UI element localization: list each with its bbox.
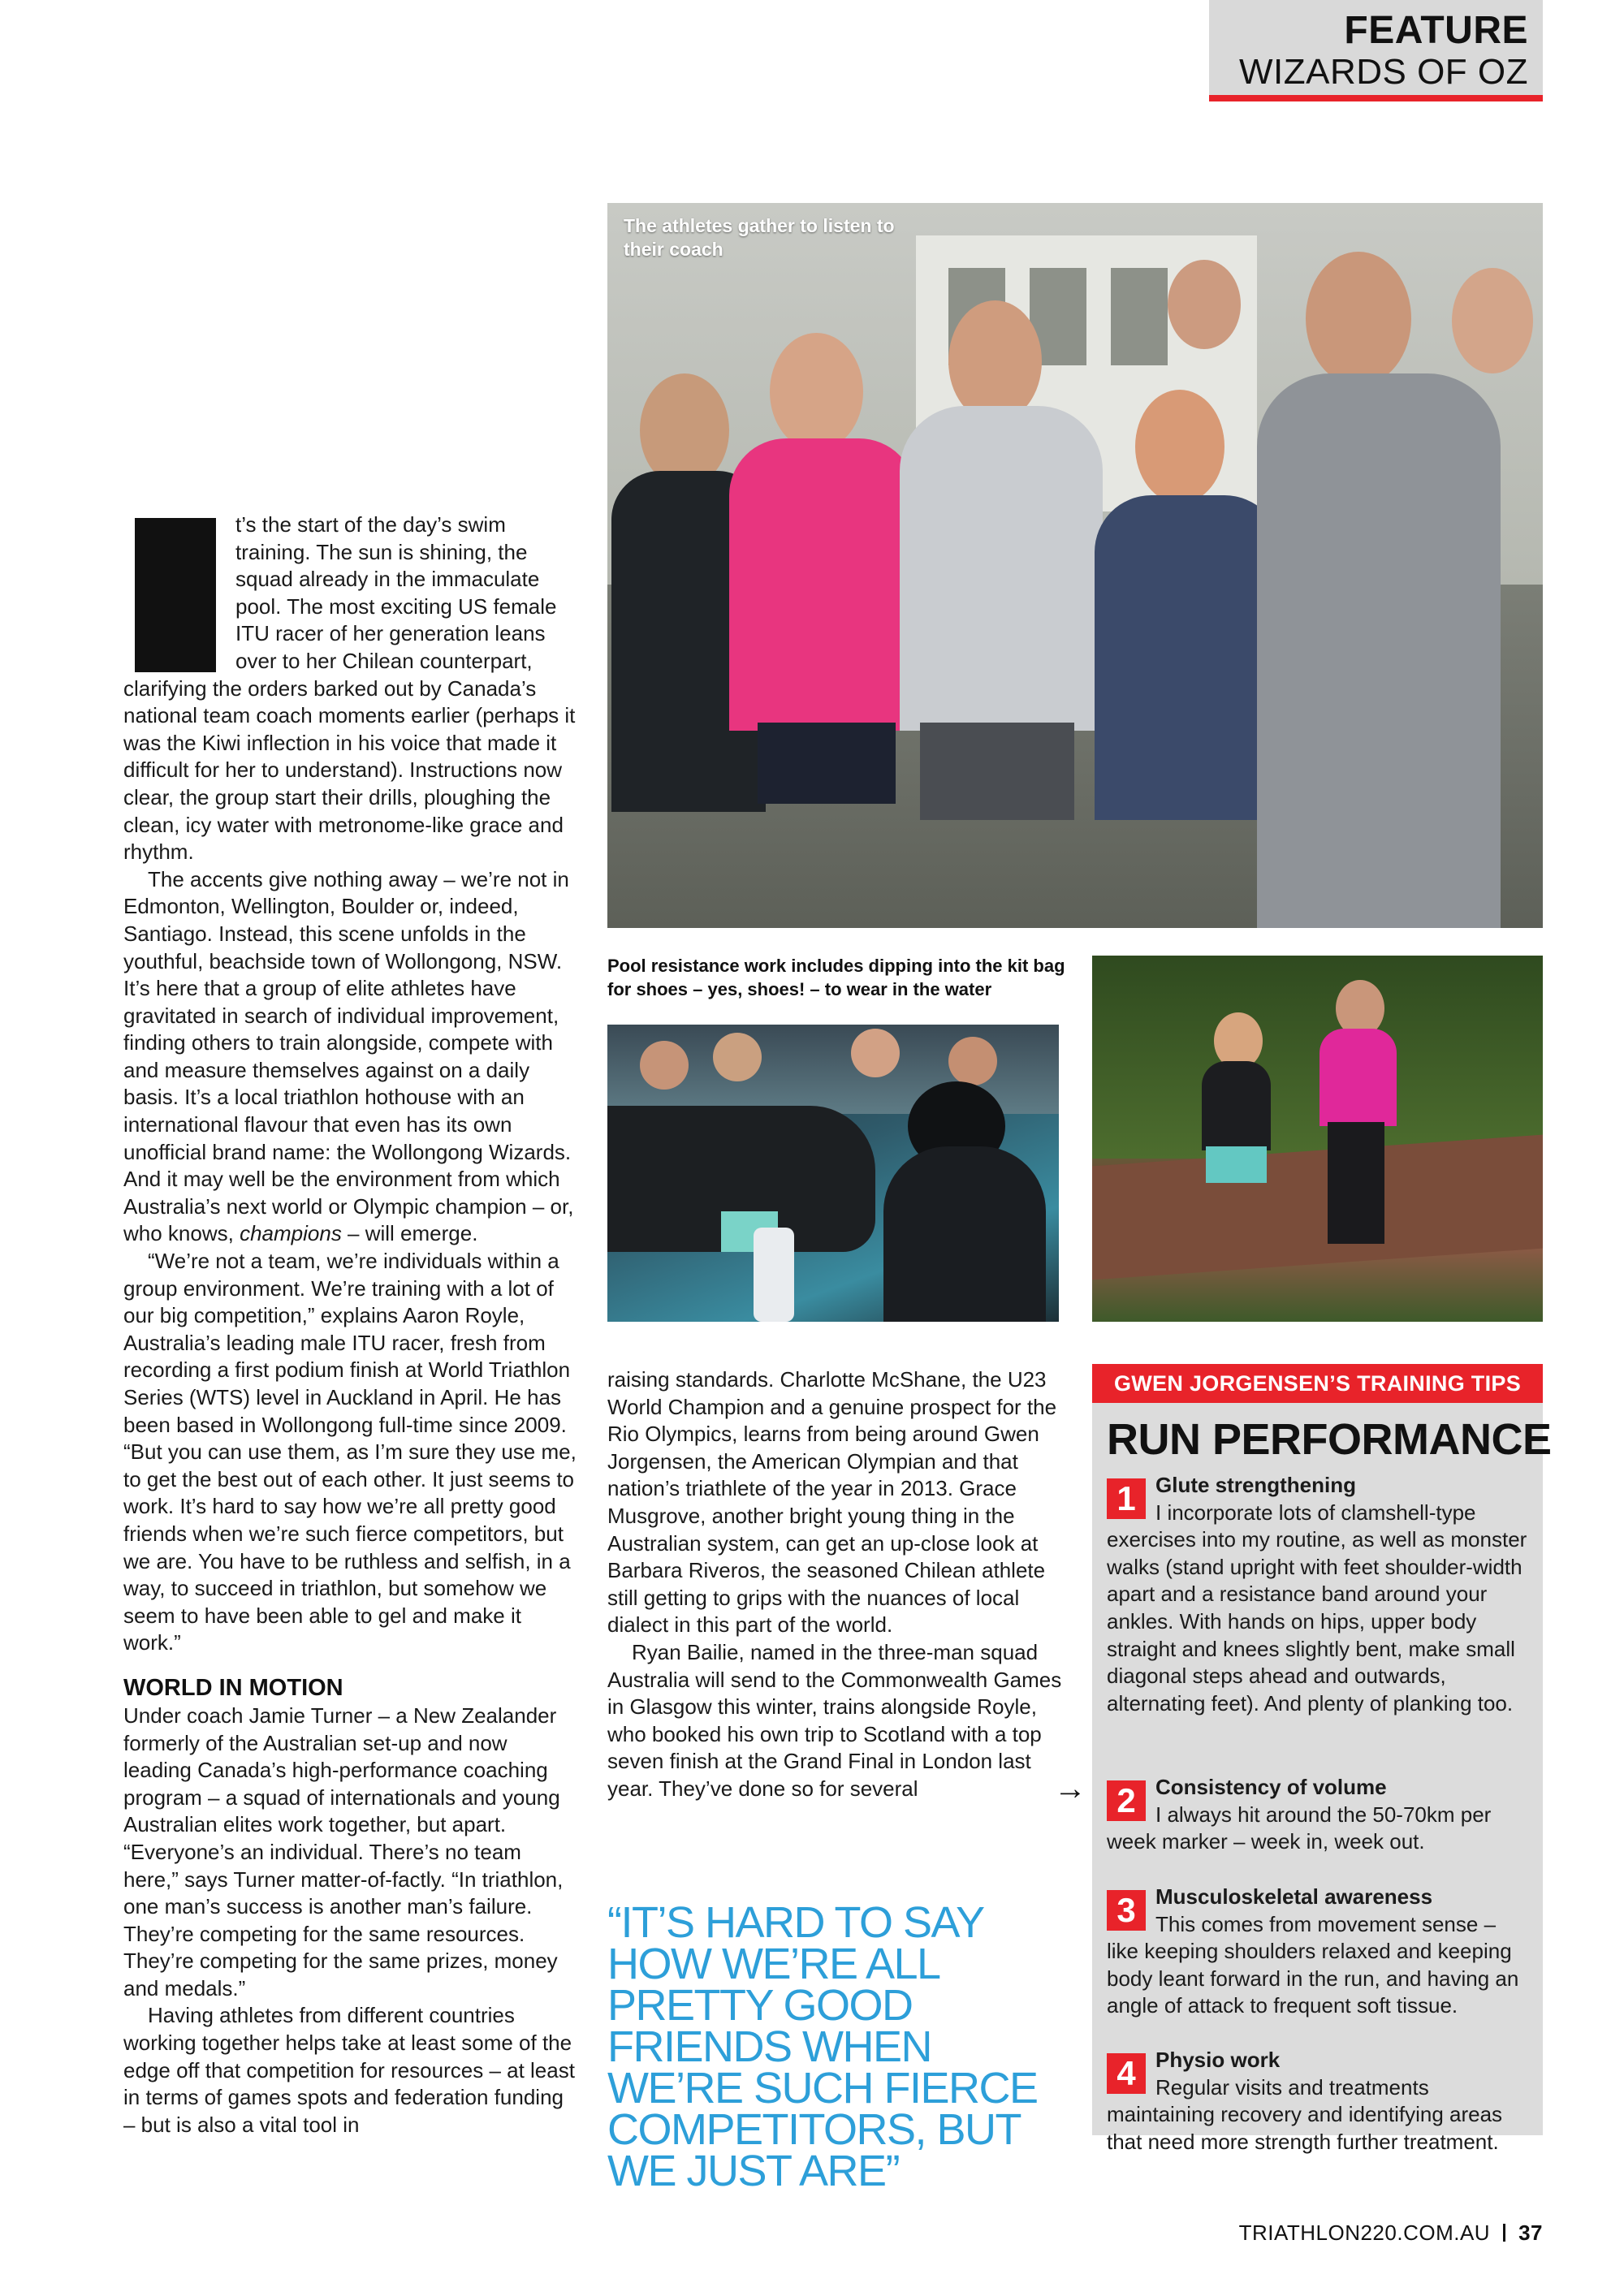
footer-site: TRIATHLON220.COM.AU: [1238, 2220, 1491, 2245]
tip-item: [1107, 2047, 1529, 2156]
tip-title: Physio work: [1155, 2048, 1281, 2072]
tip-item: [1107, 1884, 1529, 2020]
article-paragraph: Ryan Bailie, named in the three-man squad Australia will send to the Commonwealth Games in Glasgow this winter, trains alongside Royle, who booked his own trip to Scotland with a top seven finish at the Grand Final in London last year. They’ve done so for several: [607, 1639, 1062, 1801]
article-paragraph: The accents give nothing away – we’re not in Edmonton, Wellington, Boulder or, indeed, Santiago. Instead, this scene unfolds in the youthful, beachside town of Wollongong, NSW. It’s here that a group of elite athletes have gravitated in search of individual improvement, finding others to train alongside, compete with and measure themselves against on a daily basis. It’s a local triathlon hothouse with an international flavour that even has its own unofficial brand name: the Wollongong Wizards. And it may well be the environment from which Australia’s next world or Olympic champion – or, who knows, champions – will emerge.: [123, 866, 574, 1246]
section-header: [1209, 0, 1543, 101]
tip-number-badge: 1: [1107, 1478, 1146, 1519]
tip-title: Consistency of volume: [1155, 1775, 1387, 1799]
article-column-2: [607, 1366, 1062, 1803]
tip-item: [1107, 1472, 1529, 1717]
tips-kicker: GWEN JORGENSEN’S TRAINING TIPS: [1092, 1364, 1543, 1403]
footer-separator: [1503, 2224, 1505, 2242]
tip-text: I always hit around the 50-70km per week marker – week in, week out.: [1107, 1802, 1492, 1854]
tip-title: Musculoskeletal awareness: [1155, 1884, 1433, 1909]
tips-title: RUN PERFORMANCE: [1107, 1415, 1552, 1464]
section-subhead: WORLD IN MOTION: [123, 1674, 343, 1701]
drop-cap-i: [135, 518, 216, 672]
continue-arrow-icon: →: [1054, 1771, 1086, 1806]
article-paragraph: raising standards. Charlotte McShane, the U23 World Champion and a genuine prospect for the Rio Olympics, learns from being around Gwen Jorgensen, the American Olympian and that nation’s triathlete of the year in 2013. Grace Musgrove, another bright young thing in the Australian system, can get an up-close look at Barbara Riveros, the seasoned Chilean athlete still getting to grips with the nuances of local dialect in this part of the world.: [607, 1367, 1057, 1638]
tip-text: This comes from movement sense – like keeping shoulders relaxed and keeping body leant forward in the run, and having an angle of attack to frequent soft tissue.: [1107, 1911, 1519, 2018]
running-training-photo: [1092, 956, 1543, 1322]
page-footer: [1239, 2219, 1543, 2246]
tip-number-badge: 4: [1107, 2053, 1146, 2094]
article-paragraph: “We’re not a team, we’re individuals within a group environment. We’re training with a lot of our big competition,” explains Aaron Royle, Australia’s leading male ITU racer, fresh from recording a first podium finish at World Triathlon Series (WTS) level in Auckland in April. He has been based in Wollongong full-time since 2009. “But you can use them, as I’m sure they use me, to get the best out of each other. It just seems to work. It’s hard to say how we’re all pretty good friends when we’re such fierce competitors, but we are. You have to be ruthless and selfish, in a way, to succeed in triathlon, but somehow we seem to have been able to gel and make it work.”: [123, 1249, 577, 1655]
main-photo-caption: The athletes gather to listen to their coach: [624, 215, 895, 260]
section-kicker: FEATURE: [1344, 9, 1528, 52]
page-number: 37: [1518, 2220, 1543, 2245]
tip-text: I incorporate lots of clamshell-type exercises into my routine, as well as monster walks (stand upright with feet shoulder-width apart and a resistance band around your ankles. With hands on hips, upper body straight and knees slightly bent, make small diagonal steps ahead and outwards, alternating feet). And plenty of planking too.: [1107, 1500, 1527, 1716]
article-paragraph: Under coach Jamie Turner – a New Zealander formerly of the Australian set-up and now leading Canada’s high-performance coaching program – a squad of internationals and young Australian elites work together, but apart. “Everyone’s an individual. There’s no team here,” says Turner matter-of-factly. “In triathlon, one man’s success is another man’s failure. They’re competing for the same resources. They’re competing for the same prizes, money and medals.”: [123, 1703, 564, 2000]
article-paragraph: Having athletes from different countries working together helps take at least some of the edge off that competition for resources – at least in terms of games spots and federation funding – but is also a vital tool in: [123, 2003, 575, 2137]
tip-item: [1107, 1774, 1529, 1856]
article-title: WIZARDS OF OZ: [1238, 52, 1528, 92]
tip-title: Glute strengthening: [1155, 1473, 1356, 1497]
pool-training-photo: [607, 1025, 1059, 1322]
athletes-group-photo: [607, 203, 1543, 928]
tip-number-badge: 3: [1107, 1890, 1146, 1931]
pull-quote: “IT’S HARD TO SAY HOW WE’RE ALL PRETTY GOOD FRIENDS WHEN WE’RE SUCH FIERCE COMPETITORS, BUT WE JUST ARE”: [607, 1898, 1038, 2195]
tip-number-badge: 2: [1107, 1780, 1146, 1821]
pool-photo-caption: Pool resistance work includes dipping into the kit bag for shoes – yes, shoes! – to wear in the water: [607, 956, 1065, 999]
tip-text: Regular visits and treatments maintaining recovery and identifying areas that need more strength further treatment.: [1107, 2074, 1503, 2154]
article-column-1: [123, 511, 578, 2138]
article-paragraph: t’s the start of the day’s swim training. The sun is shining, the squad already in the immaculate pool. The most exciting US female ITU racer of her generation leans over to her Chilean counterpart, clarifying the orders barked out by Canada’s national team coach moments earlier (perhaps it was the Kiwi inflection in his voice that made it difficult for her to understand). Instructions now clear, the group start their drills, ploughing the clean, icy water with metronome-like grace and rhythm.: [123, 512, 576, 865]
